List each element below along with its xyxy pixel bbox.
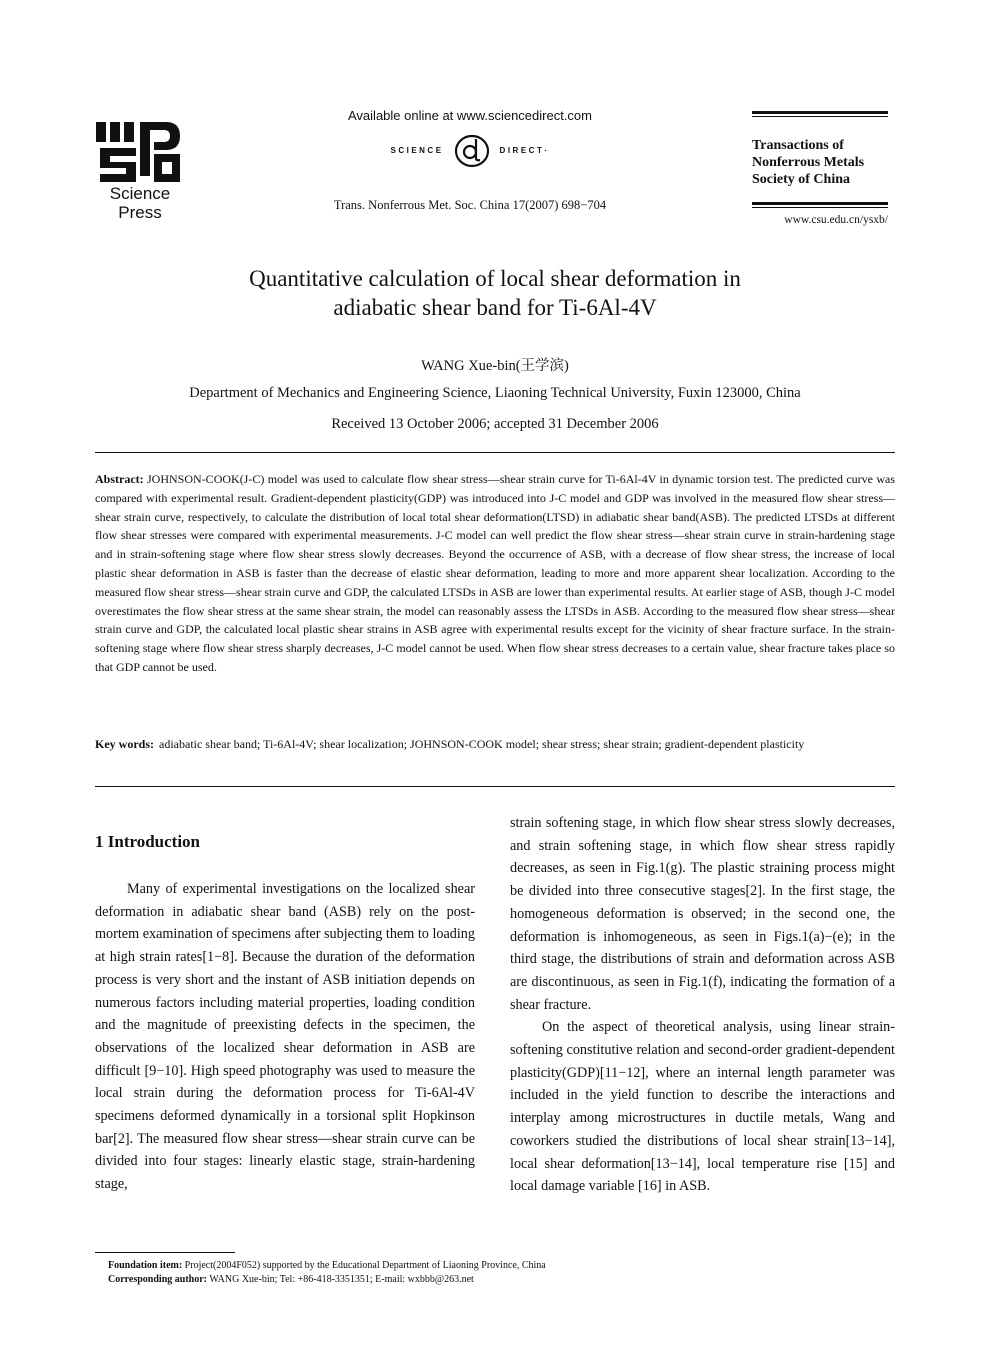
journal-bottom-rule	[752, 202, 888, 205]
abstract-text: JOHNSON-COOK(J-C) model was used to calculate flow shear stress—shear strain curve for Ti-6Al-4V in dynamic torsion test. The predicted curve was compared with experimental result. Gradient-dependent plasticity(GDP) was introduced into J-C model and GDP was involved in the measured flow shear stress—shear strain curve, respectively, to calculate the distribution of local total shear deformation(LTSD) in adiabatic shear band(ASB). The predicted LTSDs at different flow shear stresses were compared with experimental measurements. J-C model can well predict the flow shear stress—shear strain curve in strain-hardening stage and in strain-softening stage where flow shear stress slowly decreases. Beyond the occurrence of ASB, with a decrease of flow shear stress, the increase of local plastic shear deformation in ASB is faster than the decrease of elastic shear deformation, leading to more and more apparent shear localization. According to the measured flow shear stress—shear strain curve and GDP, the calculated LTSDs in ASB are lower than experimental results. At earlier stage of ASB, though J-C model overestimates the flow shear stress at the same shear strain, the model can reasonably assess the LTSDs in ASB. According to the measured flow shear stress—shear strain curve and GDP, the calculated local plastic shear strains in ASB agree with experimental results except for the vicinity of shear fracture surface. In the strain-softening stage where flow shear stress sharply decreases, J-C model cannot be used. When flow shear stress decreases to a certain value, shear fracture takes place so that GDP cannot be used.	[95, 472, 895, 674]
journal-name-line-1: Transactions of	[752, 138, 844, 153]
journal-reference: Trans. Nonferrous Met. Soc. China 17(2007) 698−704	[333, 198, 607, 212]
journal-name-line-3: Society of China	[752, 172, 850, 187]
article-title	[95, 264, 895, 322]
intro-paragraph-1: Many of experimental investigations on the localized shear deformation in adiabatic shear band (ASB) rely on the post-mortem examination of specimens after subjecting them to loading at high strain rates[1−8]. Because the duration of the deformation process is very short and the instant of ASB initiation depends on numerous factors including material properties, loading condition and the magnitude of preexisting defects in the specimen, the observations of the localized shear deformation in ASB are difficult [9−10]. High speed photography was used to measure the local strain during the deformation process for Ti-6Al-4V specimens deformed dynamically in a torsional split Hopkinson bar[2]. The measured flow shear stress—shear strain curve can be divided into four stages: linearly elastic stage, strain-hardening stage,	[95, 881, 475, 1193]
available-online-text[interactable]: Available online at www.sciencedirect.com	[348, 108, 592, 123]
received-dates: Received 13 October 2006; accepted 31 December 2006	[331, 416, 659, 432]
title-line-2: adiabatic shear band for Ti-6Al-4V	[333, 295, 657, 320]
title-line-1: Quantitative calculation of local shear deformation in	[249, 266, 741, 291]
corresponding-label: Corresponding author:	[108, 1274, 207, 1285]
science-press-logo-icon	[96, 118, 184, 188]
keywords-text: adiabatic shear band; Ti-6Al-4V; shear localization; JOHNSON-COOK model; shear stress; shear strain; gradient-dependent plasticity	[159, 737, 805, 751]
logo-text-line-2: Press	[118, 203, 162, 222]
section-heading-introduction: 1 Introduction	[95, 832, 201, 851]
left-column	[95, 878, 475, 1196]
journal-top-rule	[752, 111, 888, 114]
right-column	[510, 812, 895, 1198]
footnotes	[108, 1259, 898, 1287]
divider-bottom	[95, 786, 895, 787]
abstract-label: Abstract:	[95, 472, 144, 486]
corresponding-footnote	[108, 1273, 898, 1287]
journal-bottom-rule-thin	[752, 207, 888, 208]
journal-box	[752, 111, 888, 226]
intro-paragraph-3: On the aspect of theoretical analysis, using linear strain-softening constitutive relation and second-order gradient-dependent plasticity(GDP)[11−12], where an internal length parameter was included in the yield function to describe the interactions and interplay among microstructures in ductile metals, Wang and coworkers studied the distributions of local shear strain[13−14], local shear deformation[13−14], local temperature rise [15] and local damage variable [16] in ASB.	[510, 1019, 895, 1195]
journal-url[interactable]: www.csu.edu.cn/ysxb/	[784, 214, 888, 226]
foundation-label: Foundation item:	[108, 1260, 183, 1271]
sciencedirect-logo	[300, 131, 640, 169]
sciencedirect-at-icon	[452, 131, 492, 169]
journal-name	[752, 137, 888, 188]
corresponding-text[interactable]: WANG Xue-bin; Tel: +86-418-3351351; E-mail: wxbbb@263.net	[209, 1274, 474, 1285]
journal-name-line-2: Nonferrous Metals	[752, 155, 865, 170]
divider-top	[95, 452, 895, 453]
sciencedirect-header	[300, 108, 640, 169]
abstract	[95, 470, 895, 677]
footnote-rule	[95, 1252, 235, 1253]
sd-right-word: DIRECT·	[499, 145, 550, 155]
affiliation: Department of Mechanics and Engineering Science, Liaoning Technical University, Fuxin 123000, China	[189, 385, 801, 401]
logo-text-line-1: Science	[109, 184, 171, 203]
sd-left-word: SCIENCE	[390, 145, 444, 155]
journal-top-rule-thin	[752, 116, 888, 117]
foundation-footnote	[108, 1259, 898, 1273]
intro-paragraph-2: strain softening stage, in which flow shear stress slowly decreases, and strain softening stage, in which flow shear stress rapidly decreases, as seen in Fig.1(g). The plastic straining process might be divided into three consecutive stages[2]. In the first stage, the homogeneous deformation is observed; in the second one, the deformation is inhomogeneous, as seen in Figs.1(a)−(e); in the third stage, the distributions of strain and deformation across ASB are discontinuous, as seen in Fig.1(f), indicating the formation of a shear fracture.	[510, 815, 895, 1013]
publisher-logo	[96, 118, 184, 228]
keywords	[95, 735, 895, 753]
keywords-label: Key words:	[95, 737, 154, 751]
foundation-text: Project(2004F052) supported by the Educational Department of Liaoning Province, China	[184, 1260, 546, 1271]
author-name: WANG Xue-bin(王学滨)	[421, 358, 569, 374]
